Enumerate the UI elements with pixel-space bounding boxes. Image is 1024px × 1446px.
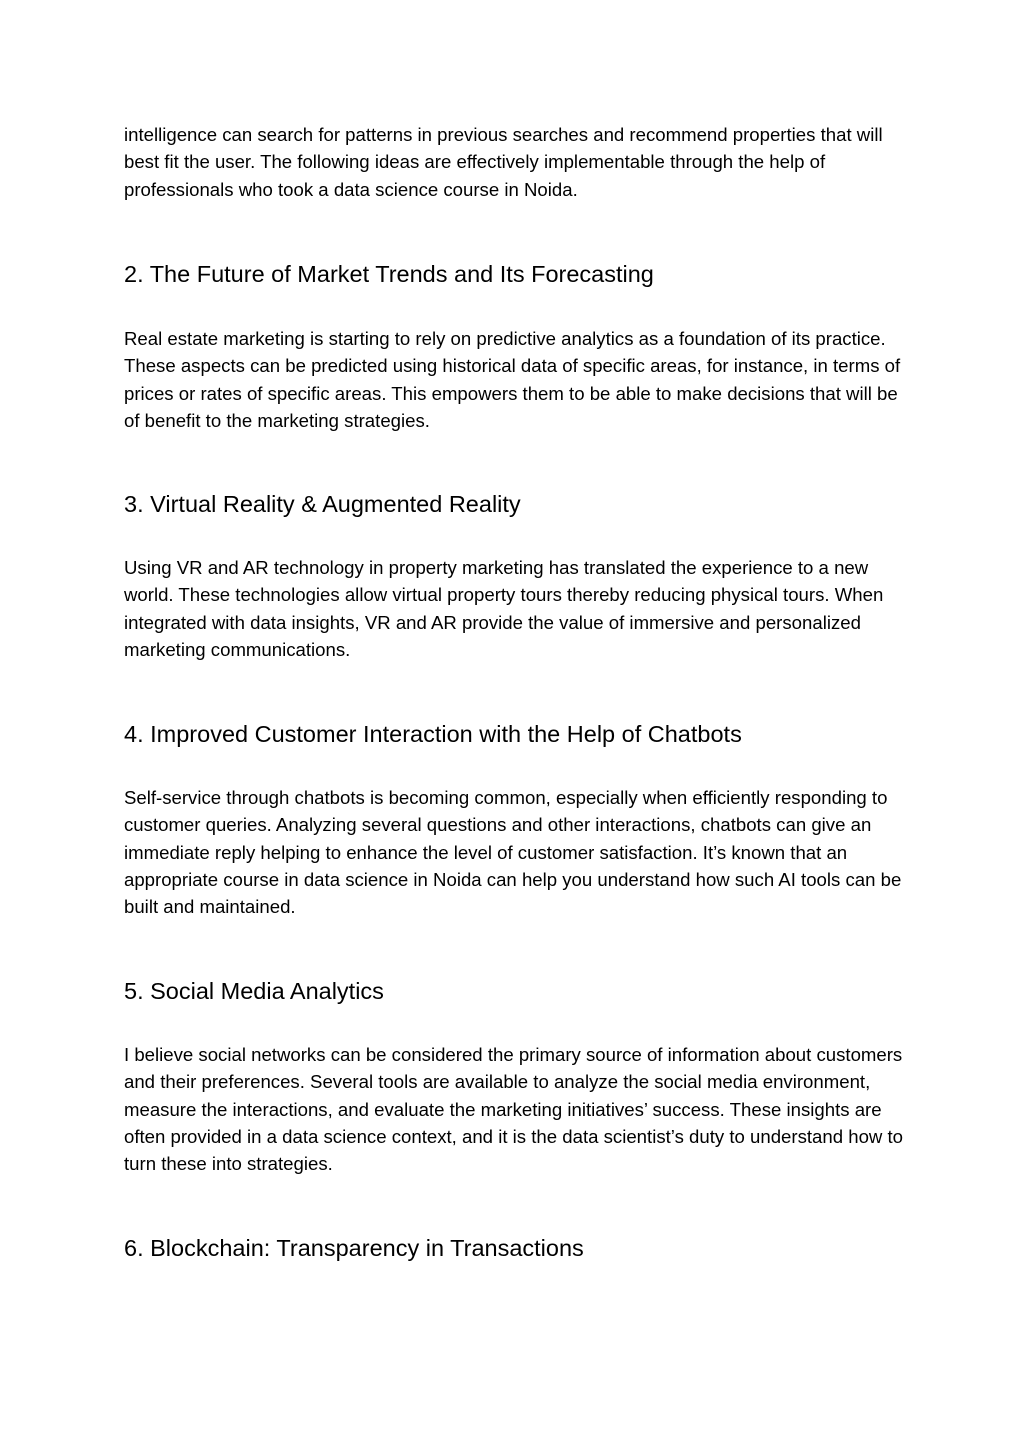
section-body-2: Real estate marketing is starting to rely on predictive analytics as a foundation of its practice. These aspects can be predicted using historical data of specific areas, for instance, in terms of prices or rates of specific areas. This empowers them to be able to make decisions that will be of benefit to the marketing strategies. [124,328,901,431]
section-heading-6: 6. Blockchain: Transparency in Transactions [124,1235,584,1261]
section-body-5: I believe social networks can be considered the primary source of information about customers and their preferences. Several tools are available to analyze the social media environment, measure the interactions, and evaluate the marketing initiatives’ success. These insights are often provided in a data science context, and it is the data scientist’s duty to understand how to turn these into strategies. [124,1044,904,1175]
section-heading-2: 2. The Future of Market Trends and Its Forecasting [124,261,654,287]
intro-paragraph: intelligence can search for patterns in previous searches and recommend properties that will best fit the user. The following ideas are effectively implementable through the help of professionals who took a data science course in Noida. [124,124,883,200]
section-heading-4: 4. Improved Customer Interaction with the Help of Chatbots [124,721,742,747]
section-heading-5: 5. Social Media Analytics [124,978,384,1004]
section-body-3: Using VR and AR technology in property marketing has translated the experience to a new world. These technologies allow virtual property tours thereby reducing physical tours. When integrated with data insights, VR and AR provide the value of immersive and personalized marketing communications. [124,557,884,660]
section-heading-3: 3. Virtual Reality & Augmented Reality [124,491,521,517]
section-body-4: Self-service through chatbots is becoming common, especially when efficiently responding to customer queries. Analyzing several questions and other interactions, chatbots can give an immediate reply helping to enhance the level of customer satisfaction. It’s known that an appropriate course in data science in Noida can help you understand how such AI tools can be built and maintained. [124,787,902,918]
